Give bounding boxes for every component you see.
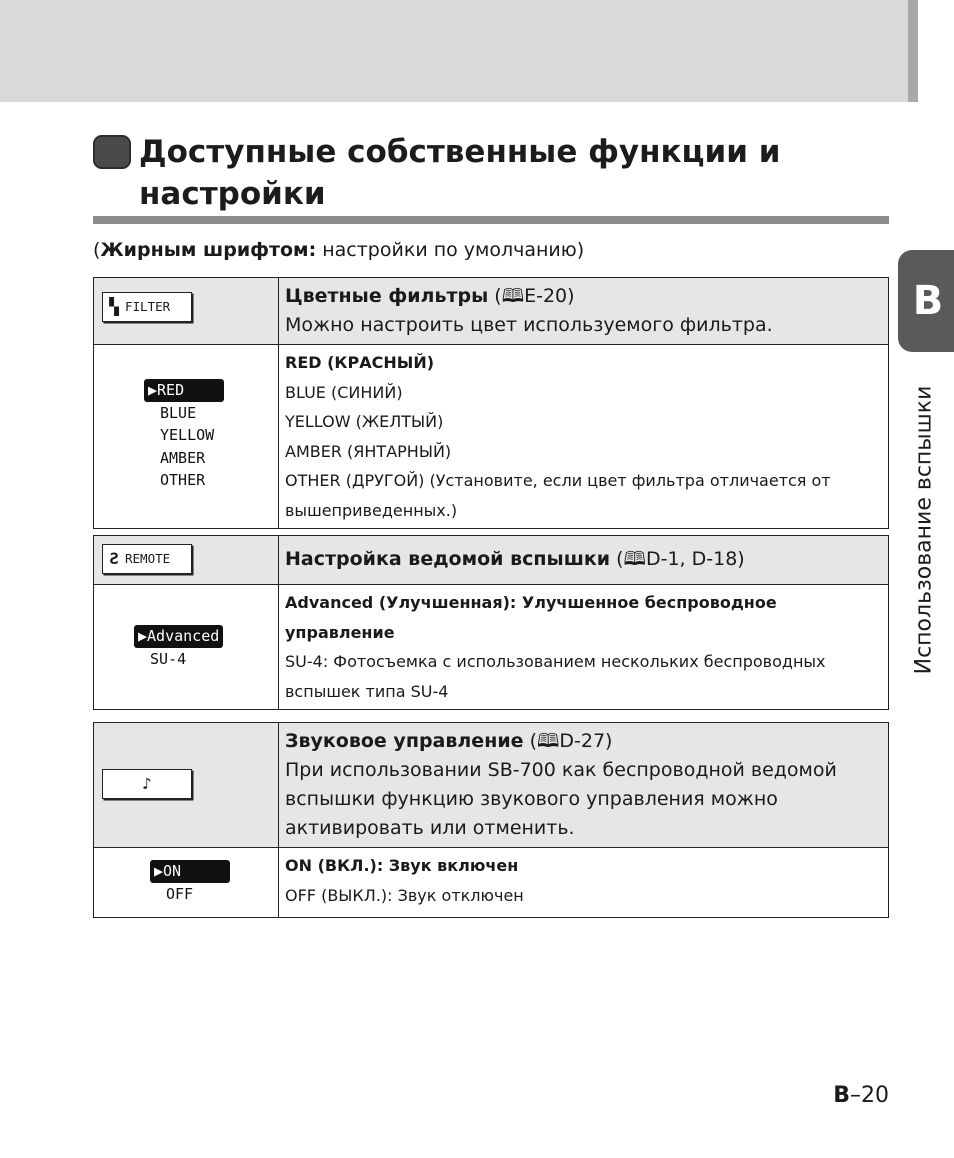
- header-band: [0, 0, 908, 102]
- filter-icon: [102, 292, 192, 322]
- sound-title: Звуковое управление: [285, 730, 524, 752]
- filter-option: BLUE (СИНИЙ): [285, 382, 403, 402]
- filter-table: [93, 277, 889, 529]
- sound-lcd-display: [150, 860, 278, 905]
- title-block: [93, 131, 889, 215]
- page-number: [833, 1083, 889, 1108]
- filter-title: Цветные фильтры: [285, 285, 489, 307]
- filter-ref: (🕮E-20): [488, 285, 575, 307]
- legend-rest: настройки по умолчанию): [316, 239, 585, 261]
- remote-lcd-selected: ▶Advanced: [134, 625, 223, 648]
- filter-glyph-icon: ▚: [109, 297, 119, 316]
- filter-option: OTHER (ДРУГОЙ) (Установите, если цвет фильтра отличается от вышеприведенных.): [285, 471, 831, 520]
- filter-option: AMBER (ЯНТАРНЫЙ): [285, 441, 452, 461]
- remote-icon: [102, 544, 192, 574]
- sound-desc: При использовании SB-700 как беспроводной ведомой вспышки функцию звукового управления можно активировать или отменить.: [285, 759, 837, 839]
- remote-lcd-display: [134, 625, 278, 670]
- page-number-value: –20: [850, 1083, 889, 1108]
- remote-lcd-option: SU-4: [150, 649, 187, 668]
- remote-option: SU-4: Фотосъемка с использованием нескольких беспроводных вспышек типа SU-4: [285, 652, 826, 701]
- sound-lcd-selected-label: ON: [163, 862, 182, 880]
- filter-desc: Можно настроить цвет используемого фильтра.: [285, 314, 773, 336]
- remote-option-default: Advanced (Улучшенная): Улучшенное беспроводное управление: [285, 593, 777, 642]
- music-note-icon: ♪: [142, 774, 152, 793]
- sound-option-default: ON (ВКЛ.): Звук включен: [285, 856, 519, 875]
- sound-option: OFF (ВЫКЛ.): Звук отключен: [285, 885, 524, 905]
- page-prefix: B: [833, 1083, 850, 1108]
- filter-option: YELLOW (ЖЕЛТЫЙ): [285, 412, 444, 431]
- filter-option-default: RED (КРАСНЫЙ): [285, 353, 435, 372]
- remote-lcd-selected-label: Advanced: [147, 627, 220, 645]
- title-divider: [93, 216, 889, 224]
- filter-lcd-selected-label: RED: [157, 381, 185, 399]
- remote-ref: (🕮D-1, D-18): [610, 548, 745, 570]
- filter-lcd-option: YELLOW: [160, 426, 215, 444]
- remote-glyph-icon: Ƨ: [109, 549, 119, 568]
- legend: [93, 236, 584, 264]
- header-band-edge: [908, 0, 918, 102]
- sound-lcd-option: OFF: [166, 884, 194, 903]
- remote-icon-label: REMOTE: [125, 551, 171, 566]
- filter-lcd-selected: ▶RED: [144, 379, 224, 402]
- legend-bold: Жирным шрифтом:: [100, 239, 317, 261]
- remote-table: [93, 535, 889, 710]
- sound-ref: (🕮D-27): [523, 730, 613, 752]
- filter-icon-label: FILTER: [125, 299, 171, 314]
- section-marker-icon: [93, 135, 131, 169]
- filter-lcd-option: AMBER: [160, 448, 206, 467]
- filter-lcd-option: BLUE: [160, 403, 197, 422]
- chapter-tab: B: [898, 250, 954, 352]
- chapter-label: Использование вспышки: [911, 385, 937, 675]
- sound-lcd-selected: ▶ON: [150, 860, 230, 883]
- filter-lcd-display: [144, 379, 278, 492]
- remote-title: Настройка ведомой вспышки: [285, 548, 611, 570]
- sound-icon: [102, 769, 192, 799]
- sound-table: [93, 722, 889, 918]
- filter-lcd-option: OTHER: [160, 471, 206, 489]
- page-title: Доступные собственные функции и настройки: [139, 134, 781, 212]
- legend-open-paren: (: [93, 239, 101, 261]
